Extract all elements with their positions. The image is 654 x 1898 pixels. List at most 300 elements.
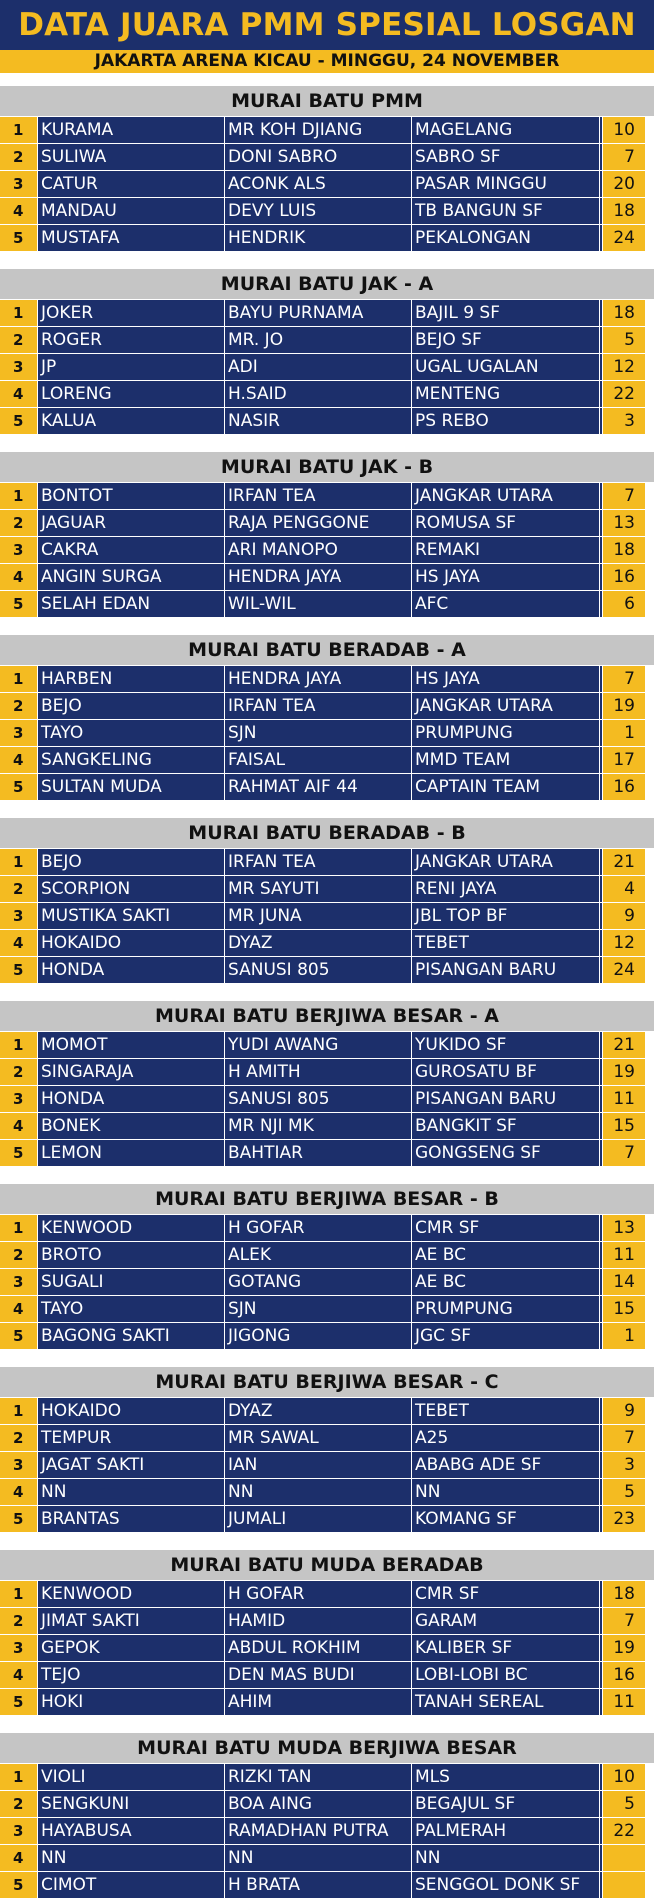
bird-name-cell: BEJO [37, 693, 224, 719]
row-tail [645, 327, 654, 353]
class-title: MURAI BATU BERJIWA BESAR - A [0, 1000, 654, 1031]
table-row [0, 1871, 654, 1898]
bird-name-cell: HAYABUSA [37, 1818, 224, 1844]
table-row [0, 1295, 654, 1322]
rank-cell: 1 [0, 1215, 37, 1241]
score-cell: 3 [602, 408, 645, 434]
table-row [0, 116, 654, 143]
bird-name-cell: KENWOOD [37, 1215, 224, 1241]
score-cell: 20 [602, 171, 645, 197]
score-cell: 7 [602, 1425, 645, 1451]
row-tail [645, 1425, 654, 1451]
rank-cell: 3 [0, 1452, 37, 1478]
row-tail [645, 1398, 654, 1424]
bird-name-cell: ANGIN SURGA [37, 564, 224, 590]
class-title: MURAI BATU MUDA BERADAB [0, 1549, 654, 1580]
score-cell: 16 [602, 1662, 645, 1688]
score-cell: 7 [602, 483, 645, 509]
bird-name-cell: JP [37, 354, 224, 380]
owner-name-cell: RAJA PENGGONE [224, 510, 411, 536]
table-row [0, 1214, 654, 1241]
owner-name-cell: JIGONG [224, 1323, 411, 1349]
bird-name-cell: LEMON [37, 1140, 224, 1166]
spacer [0, 1532, 654, 1543]
owner-name-cell: BOA AING [224, 1791, 411, 1817]
rank-cell: 2 [0, 1242, 37, 1268]
owner-name-cell: MR NJI MK [224, 1113, 411, 1139]
bird-name-cell: BONEK [37, 1113, 224, 1139]
row-tail [645, 1608, 654, 1634]
rank-cell: 2 [0, 327, 37, 353]
table-row [0, 299, 654, 326]
row-tail [645, 510, 654, 536]
score-cell: 5 [602, 1479, 645, 1505]
team-name-cell: AE BC [411, 1242, 599, 1268]
team-name-cell: A25 [411, 1425, 599, 1451]
owner-name-cell: H.SAID [224, 381, 411, 407]
score-cell: 11 [602, 1242, 645, 1268]
rank-cell: 5 [0, 1689, 37, 1715]
row-tail [645, 693, 654, 719]
bird-name-cell: SULTAN MUDA [37, 774, 224, 800]
row-tail [645, 903, 654, 929]
rank-cell: 3 [0, 1269, 37, 1295]
team-name-cell: MAGELANG [411, 117, 599, 143]
spacer [0, 617, 654, 628]
score-cell: 10 [602, 117, 645, 143]
team-name-cell: CAPTAIN TEAM [411, 774, 599, 800]
row-tail [645, 1872, 654, 1898]
bird-name-cell: TAYO [37, 1296, 224, 1322]
team-name-cell: PISANGAN BARU [411, 957, 599, 983]
team-name-cell: MENTENG [411, 381, 599, 407]
row-tail [645, 408, 654, 434]
score-cell: 24 [602, 225, 645, 251]
score-cell: 6 [602, 591, 645, 617]
bird-name-cell: NN [37, 1479, 224, 1505]
team-name-cell: UGAL UGALAN [411, 354, 599, 380]
bird-name-cell: MUSTAFA [37, 225, 224, 251]
bird-name-cell: HARBEN [37, 666, 224, 692]
team-name-cell: JANGKAR UTARA [411, 849, 599, 875]
owner-name-cell: BAYU PURNAMA [224, 300, 411, 326]
team-name-cell: ROMUSA SF [411, 510, 599, 536]
rank-cell: 1 [0, 849, 37, 875]
bird-name-cell: JIMAT SAKTI [37, 1608, 224, 1634]
team-name-cell: BEJO SF [411, 327, 599, 353]
team-name-cell: PRUMPUNG [411, 1296, 599, 1322]
team-name-cell: GUROSATU BF [411, 1059, 599, 1085]
rank-cell: 4 [0, 564, 37, 590]
rank-cell: 1 [0, 483, 37, 509]
table-row [0, 1688, 654, 1715]
owner-name-cell: NN [224, 1845, 411, 1871]
owner-name-cell: ADI [224, 354, 411, 380]
score-cell: 11 [602, 1086, 645, 1112]
owner-name-cell: ALEK [224, 1242, 411, 1268]
rank-cell: 5 [0, 1506, 37, 1532]
table-row [0, 929, 654, 956]
row-tail [645, 144, 654, 170]
bird-name-cell: JAGUAR [37, 510, 224, 536]
bird-name-cell: JAGAT SAKTI [37, 1452, 224, 1478]
bird-name-cell: VIOLI [37, 1764, 224, 1790]
header-subtitle: JAKARTA ARENA KICAU - MINGGU, 24 NOVEMBER [0, 50, 654, 74]
owner-name-cell: DONI SABRO [224, 144, 411, 170]
score-cell: 19 [602, 1635, 645, 1661]
bird-name-cell: BONTOT [37, 483, 224, 509]
class-section [0, 1549, 654, 1715]
score-cell: 7 [602, 666, 645, 692]
row-tail [645, 957, 654, 983]
owner-name-cell: HENDRA JAYA [224, 564, 411, 590]
header-title: DATA JUARA PMM SPESIAL LOSGAN [0, 0, 654, 50]
rank-cell: 3 [0, 171, 37, 197]
bird-name-cell: SINGARAJA [37, 1059, 224, 1085]
bird-name-cell: SANGKELING [37, 747, 224, 773]
score-cell: 3 [602, 1452, 645, 1478]
rank-cell: 4 [0, 1113, 37, 1139]
team-name-cell: CMR SF [411, 1581, 599, 1607]
owner-name-cell: H GOFAR [224, 1581, 411, 1607]
owner-name-cell: HAMID [224, 1608, 411, 1634]
table-row [0, 1505, 654, 1532]
bird-name-cell: SELAH EDAN [37, 591, 224, 617]
bird-name-cell: CATUR [37, 171, 224, 197]
rank-cell: 5 [0, 408, 37, 434]
rank-cell: 2 [0, 144, 37, 170]
rank-cell: 2 [0, 1059, 37, 1085]
table-row [0, 1844, 654, 1871]
class-section [0, 268, 654, 434]
bird-name-cell: ROGER [37, 327, 224, 353]
team-name-cell: GARAM [411, 1608, 599, 1634]
owner-name-cell: SJN [224, 1296, 411, 1322]
score-cell: 15 [602, 1113, 645, 1139]
table-row [0, 1112, 654, 1139]
team-name-cell: PRUMPUNG [411, 720, 599, 746]
team-name-cell: BEGAJUL SF [411, 1791, 599, 1817]
rank-cell: 3 [0, 1086, 37, 1112]
rank-cell: 1 [0, 1581, 37, 1607]
team-name-cell: GONGSENG SF [411, 1140, 599, 1166]
class-section [0, 85, 654, 251]
row-tail [645, 1140, 654, 1166]
row-tail [645, 1689, 654, 1715]
rank-cell: 2 [0, 876, 37, 902]
row-tail [645, 930, 654, 956]
owner-name-cell: ABDUL ROKHIM [224, 1635, 411, 1661]
row-tail [645, 1032, 654, 1058]
row-tail [645, 354, 654, 380]
team-name-cell: TEBET [411, 930, 599, 956]
bird-name-cell: SCORPION [37, 876, 224, 902]
spacer [0, 434, 654, 445]
table-row [0, 563, 654, 590]
rank-cell: 4 [0, 747, 37, 773]
rank-cell: 1 [0, 117, 37, 143]
owner-name-cell: RIZKI TAN [224, 1764, 411, 1790]
score-cell: 22 [602, 1818, 645, 1844]
owner-name-cell: DYAZ [224, 930, 411, 956]
class-title: MURAI BATU BERJIWA BESAR - C [0, 1366, 654, 1397]
rank-cell: 4 [0, 198, 37, 224]
team-name-cell: PASAR MINGGU [411, 171, 599, 197]
score-cell: 1 [602, 720, 645, 746]
owner-name-cell: RAHMAT AIF 44 [224, 774, 411, 800]
score-cell: 24 [602, 957, 645, 983]
team-name-cell: ABABG ADE SF [411, 1452, 599, 1478]
team-name-cell: JANGKAR UTARA [411, 483, 599, 509]
table-row [0, 848, 654, 875]
table-row [0, 1085, 654, 1112]
score-cell: 7 [602, 144, 645, 170]
team-name-cell: PALMERAH [411, 1818, 599, 1844]
owner-name-cell: RAMADHAN PUTRA [224, 1818, 411, 1844]
results-list [0, 85, 654, 1898]
team-name-cell: MMD TEAM [411, 747, 599, 773]
spacer [0, 74, 654, 85]
bird-name-cell: MANDAU [37, 198, 224, 224]
class-title: MURAI BATU BERADAB - A [0, 634, 654, 665]
table-row [0, 326, 654, 353]
class-title: MURAI BATU JAK - B [0, 451, 654, 482]
table-row [0, 536, 654, 563]
bird-name-cell: MUSTIKA SAKTI [37, 903, 224, 929]
spacer [0, 983, 654, 994]
score-cell: 12 [602, 930, 645, 956]
score-cell: 16 [602, 774, 645, 800]
row-tail [645, 1296, 654, 1322]
rank-cell: 2 [0, 1425, 37, 1451]
owner-name-cell: DEN MAS BUDI [224, 1662, 411, 1688]
row-tail [645, 225, 654, 251]
score-cell: 13 [602, 1215, 645, 1241]
team-name-cell: RENI JAYA [411, 876, 599, 902]
rank-cell: 5 [0, 1140, 37, 1166]
table-row [0, 1451, 654, 1478]
class-title: MURAI BATU MUDA BERJIWA BESAR [0, 1732, 654, 1763]
score-cell: 21 [602, 1032, 645, 1058]
table-row [0, 902, 654, 929]
row-tail [645, 1506, 654, 1532]
owner-name-cell: H GOFAR [224, 1215, 411, 1241]
score-cell: 18 [602, 1581, 645, 1607]
owner-name-cell: SANUSI 805 [224, 1086, 411, 1112]
owner-name-cell: H AMITH [224, 1059, 411, 1085]
team-name-cell: MLS [411, 1764, 599, 1790]
owner-name-cell: BAHTIAR [224, 1140, 411, 1166]
rank-cell: 1 [0, 1398, 37, 1424]
rank-cell: 4 [0, 1845, 37, 1871]
row-tail [645, 117, 654, 143]
team-name-cell: TEBET [411, 1398, 599, 1424]
table-row [0, 773, 654, 800]
team-name-cell: JANGKAR UTARA [411, 693, 599, 719]
score-cell: 5 [602, 327, 645, 353]
team-name-cell: BANGKIT SF [411, 1113, 599, 1139]
team-name-cell: TANAH SEREAL [411, 1689, 599, 1715]
owner-name-cell: WIL-WIL [224, 591, 411, 617]
rank-cell: 2 [0, 1608, 37, 1634]
table-row [0, 1241, 654, 1268]
owner-name-cell: JUMALI [224, 1506, 411, 1532]
owner-name-cell: MR SAYUTI [224, 876, 411, 902]
table-row [0, 590, 654, 617]
team-name-cell: JGC SF [411, 1323, 599, 1349]
class-title: MURAI BATU BERADAB - B [0, 817, 654, 848]
rank-cell: 3 [0, 1818, 37, 1844]
class-section [0, 634, 654, 800]
row-tail [645, 1818, 654, 1844]
table-row [0, 509, 654, 536]
owner-name-cell: SJN [224, 720, 411, 746]
table-row [0, 1268, 654, 1295]
team-name-cell: AFC [411, 591, 599, 617]
score-cell: 17 [602, 747, 645, 773]
table-row [0, 1634, 654, 1661]
bird-name-cell: SUGALI [37, 1269, 224, 1295]
score-cell: 4 [602, 876, 645, 902]
score-cell: 22 [602, 381, 645, 407]
score-cell: 12 [602, 354, 645, 380]
owner-name-cell: ARI MANOPO [224, 537, 411, 563]
owner-name-cell: DEVY LUIS [224, 198, 411, 224]
class-section [0, 817, 654, 983]
owner-name-cell: MR KOH DJIANG [224, 117, 411, 143]
bird-name-cell: BEJO [37, 849, 224, 875]
table-row [0, 1478, 654, 1505]
spacer [0, 251, 654, 262]
score-cell: 14 [602, 1269, 645, 1295]
rank-cell: 5 [0, 774, 37, 800]
team-name-cell: JBL TOP BF [411, 903, 599, 929]
table-row [0, 956, 654, 983]
team-name-cell: SABRO SF [411, 144, 599, 170]
class-section [0, 1732, 654, 1898]
team-name-cell: REMAKI [411, 537, 599, 563]
row-tail [645, 1059, 654, 1085]
table-row [0, 665, 654, 692]
table-row [0, 1397, 654, 1424]
owner-name-cell: IAN [224, 1452, 411, 1478]
team-name-cell: HS JAYA [411, 666, 599, 692]
rank-cell: 5 [0, 591, 37, 617]
rank-cell: 4 [0, 930, 37, 956]
score-cell [602, 1845, 645, 1871]
rank-cell: 2 [0, 693, 37, 719]
bird-name-cell: CAKRA [37, 537, 224, 563]
score-cell: 11 [602, 1689, 645, 1715]
table-row [0, 1817, 654, 1844]
rank-cell: 4 [0, 1479, 37, 1505]
class-section [0, 1366, 654, 1532]
rank-cell: 1 [0, 1764, 37, 1790]
owner-name-cell: YUDI AWANG [224, 1032, 411, 1058]
score-cell: 19 [602, 693, 645, 719]
score-cell: 18 [602, 537, 645, 563]
bird-name-cell: TEJO [37, 1662, 224, 1688]
rank-cell: 3 [0, 537, 37, 563]
table-row [0, 1322, 654, 1349]
table-row [0, 380, 654, 407]
bird-name-cell: HONDA [37, 1086, 224, 1112]
rank-cell: 3 [0, 720, 37, 746]
owner-name-cell: HENDRIK [224, 225, 411, 251]
team-name-cell: SENGGOL DONK SF [411, 1872, 599, 1898]
score-cell: 18 [602, 300, 645, 326]
rank-cell: 3 [0, 903, 37, 929]
row-tail [645, 300, 654, 326]
bird-name-cell: HOKAIDO [37, 1398, 224, 1424]
row-tail [645, 1764, 654, 1790]
score-cell: 7 [602, 1608, 645, 1634]
row-tail [645, 747, 654, 773]
row-tail [645, 1242, 654, 1268]
bird-name-cell: HONDA [37, 957, 224, 983]
table-row [0, 143, 654, 170]
score-cell: 9 [602, 903, 645, 929]
row-tail [645, 1323, 654, 1349]
score-cell: 9 [602, 1398, 645, 1424]
row-tail [645, 483, 654, 509]
table-row [0, 1790, 654, 1817]
row-tail [645, 1845, 654, 1871]
owner-name-cell: MR JUNA [224, 903, 411, 929]
table-row [0, 1580, 654, 1607]
row-tail [645, 1479, 654, 1505]
team-name-cell: KALIBER SF [411, 1635, 599, 1661]
table-row [0, 746, 654, 773]
score-cell: 13 [602, 510, 645, 536]
rank-cell: 2 [0, 510, 37, 536]
row-tail [645, 666, 654, 692]
score-cell: 1 [602, 1323, 645, 1349]
rank-cell: 1 [0, 1032, 37, 1058]
team-name-cell: PISANGAN BARU [411, 1086, 599, 1112]
team-name-cell: TB BANGUN SF [411, 198, 599, 224]
table-row [0, 719, 654, 746]
owner-name-cell: GOTANG [224, 1269, 411, 1295]
score-cell: 7 [602, 1140, 645, 1166]
bird-name-cell: JOKER [37, 300, 224, 326]
bird-name-cell: BROTO [37, 1242, 224, 1268]
bird-name-cell: HOKAIDO [37, 930, 224, 956]
class-section [0, 451, 654, 617]
rank-cell: 2 [0, 1791, 37, 1817]
table-row [0, 353, 654, 380]
spacer [0, 800, 654, 811]
table-row [0, 1424, 654, 1451]
owner-name-cell: H BRATA [224, 1872, 411, 1898]
bird-name-cell: KALUA [37, 408, 224, 434]
owner-name-cell: MR. JO [224, 327, 411, 353]
row-tail [645, 198, 654, 224]
bird-name-cell: CIMOT [37, 1872, 224, 1898]
owner-name-cell: SANUSI 805 [224, 957, 411, 983]
row-tail [645, 1581, 654, 1607]
table-row [0, 170, 654, 197]
team-name-cell: PEKALONGAN [411, 225, 599, 251]
score-cell: 10 [602, 1764, 645, 1790]
owner-name-cell: NN [224, 1479, 411, 1505]
bird-name-cell: BAGONG SAKTI [37, 1323, 224, 1349]
row-tail [645, 1215, 654, 1241]
class-title: MURAI BATU BERJIWA BESAR - B [0, 1183, 654, 1214]
team-name-cell: CMR SF [411, 1215, 599, 1241]
spacer [0, 1715, 654, 1726]
team-name-cell: YUKIDO SF [411, 1032, 599, 1058]
